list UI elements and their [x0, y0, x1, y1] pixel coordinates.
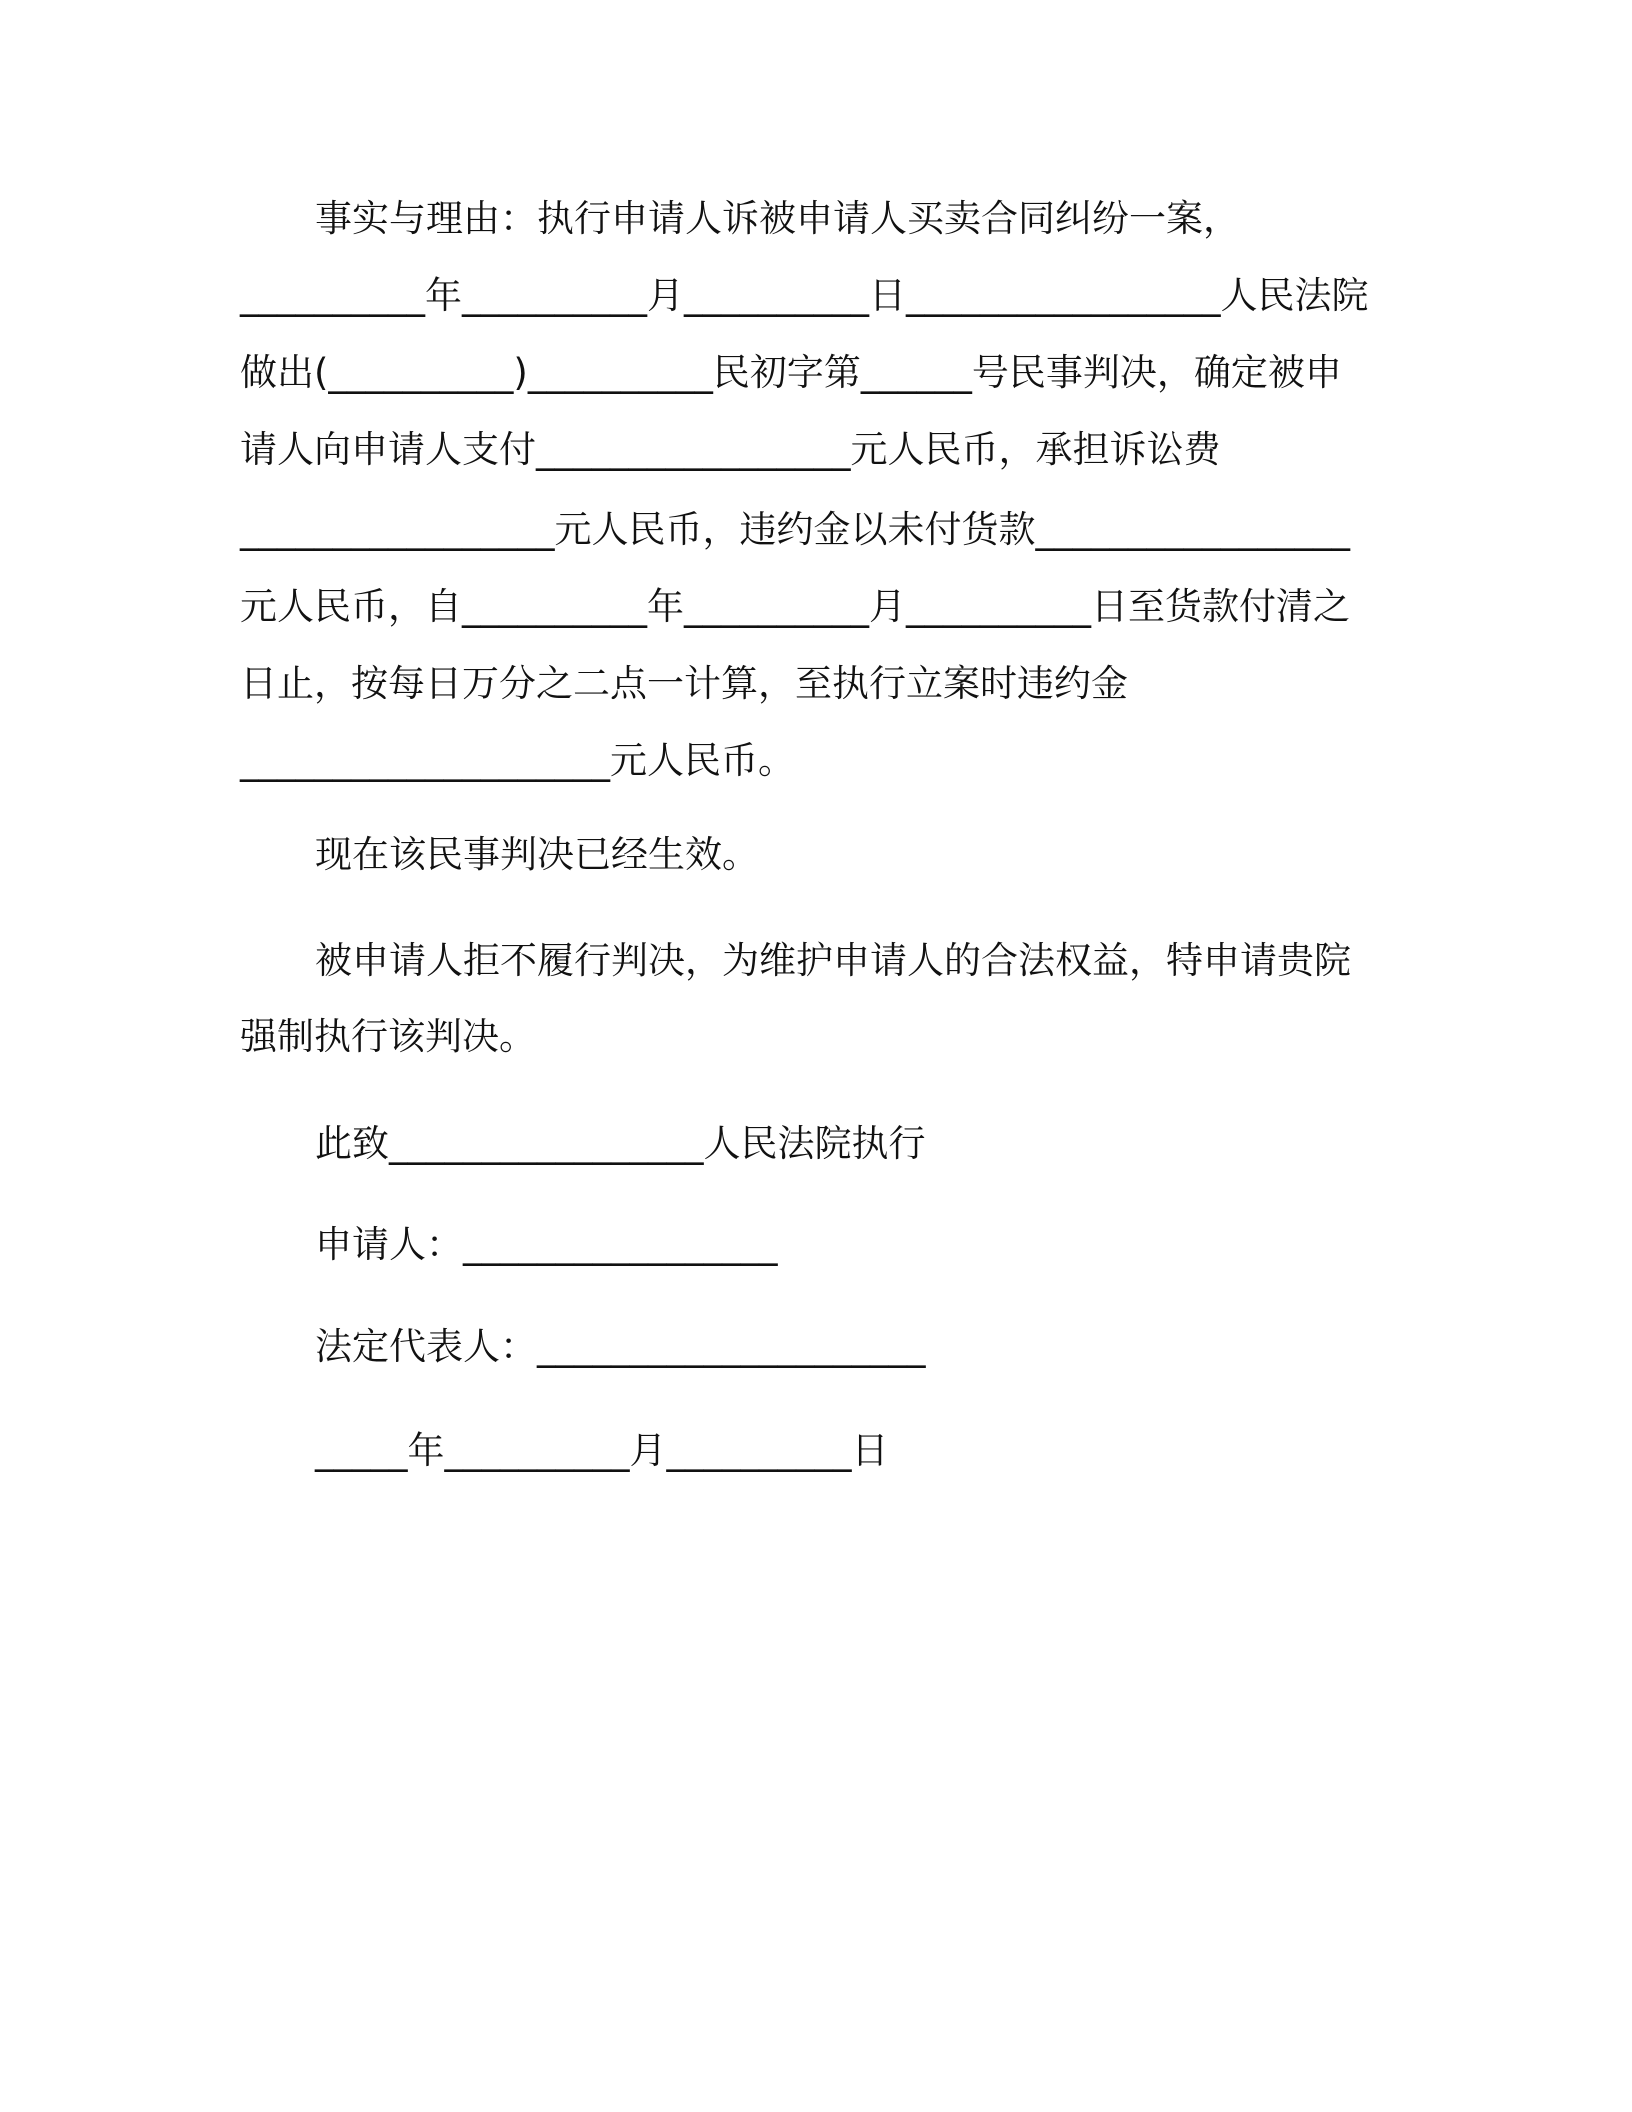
- facts-line-1: 事实与理由：执行申请人诉被申请人买卖合同纠纷一案，: [315, 197, 1240, 240]
- facts-line-3: 做出(__________)__________民初字第______号民事判决，确定被申: [240, 351, 1342, 394]
- effective-paragraph: 现在该民事判决已经生效。: [315, 833, 759, 876]
- applicant-line: 申请人：_________________: [315, 1223, 778, 1266]
- facts-line-4: 请人向申请人支付_________________元人民币，承担诉讼费: [240, 428, 1221, 471]
- legal-representative-line: 法定代表人：_____________________: [315, 1325, 926, 1368]
- facts-line-6: 元人民币，自__________年__________月__________日至货款付清之: [240, 585, 1350, 628]
- facts-line-8: ____________________元人民币。: [240, 739, 795, 782]
- addressee-line: 此致_________________人民法院执行: [315, 1122, 926, 1165]
- facts-line-5: _________________元人民币，违约金以未付货款_________________: [240, 508, 1350, 551]
- facts-line-7: 日止，按每日万分之二点一计算，至执行立案时违约金: [240, 662, 1128, 705]
- request-line-2: 强制执行该判决。: [240, 1015, 536, 1058]
- request-line-1: 被申请人拒不履行判决，为维护申请人的合法权益，特申请贵院: [315, 939, 1351, 982]
- facts-line-2: __________年__________月__________日_________________人民法院: [240, 274, 1369, 317]
- date-line: _____年__________月__________日: [315, 1429, 889, 1472]
